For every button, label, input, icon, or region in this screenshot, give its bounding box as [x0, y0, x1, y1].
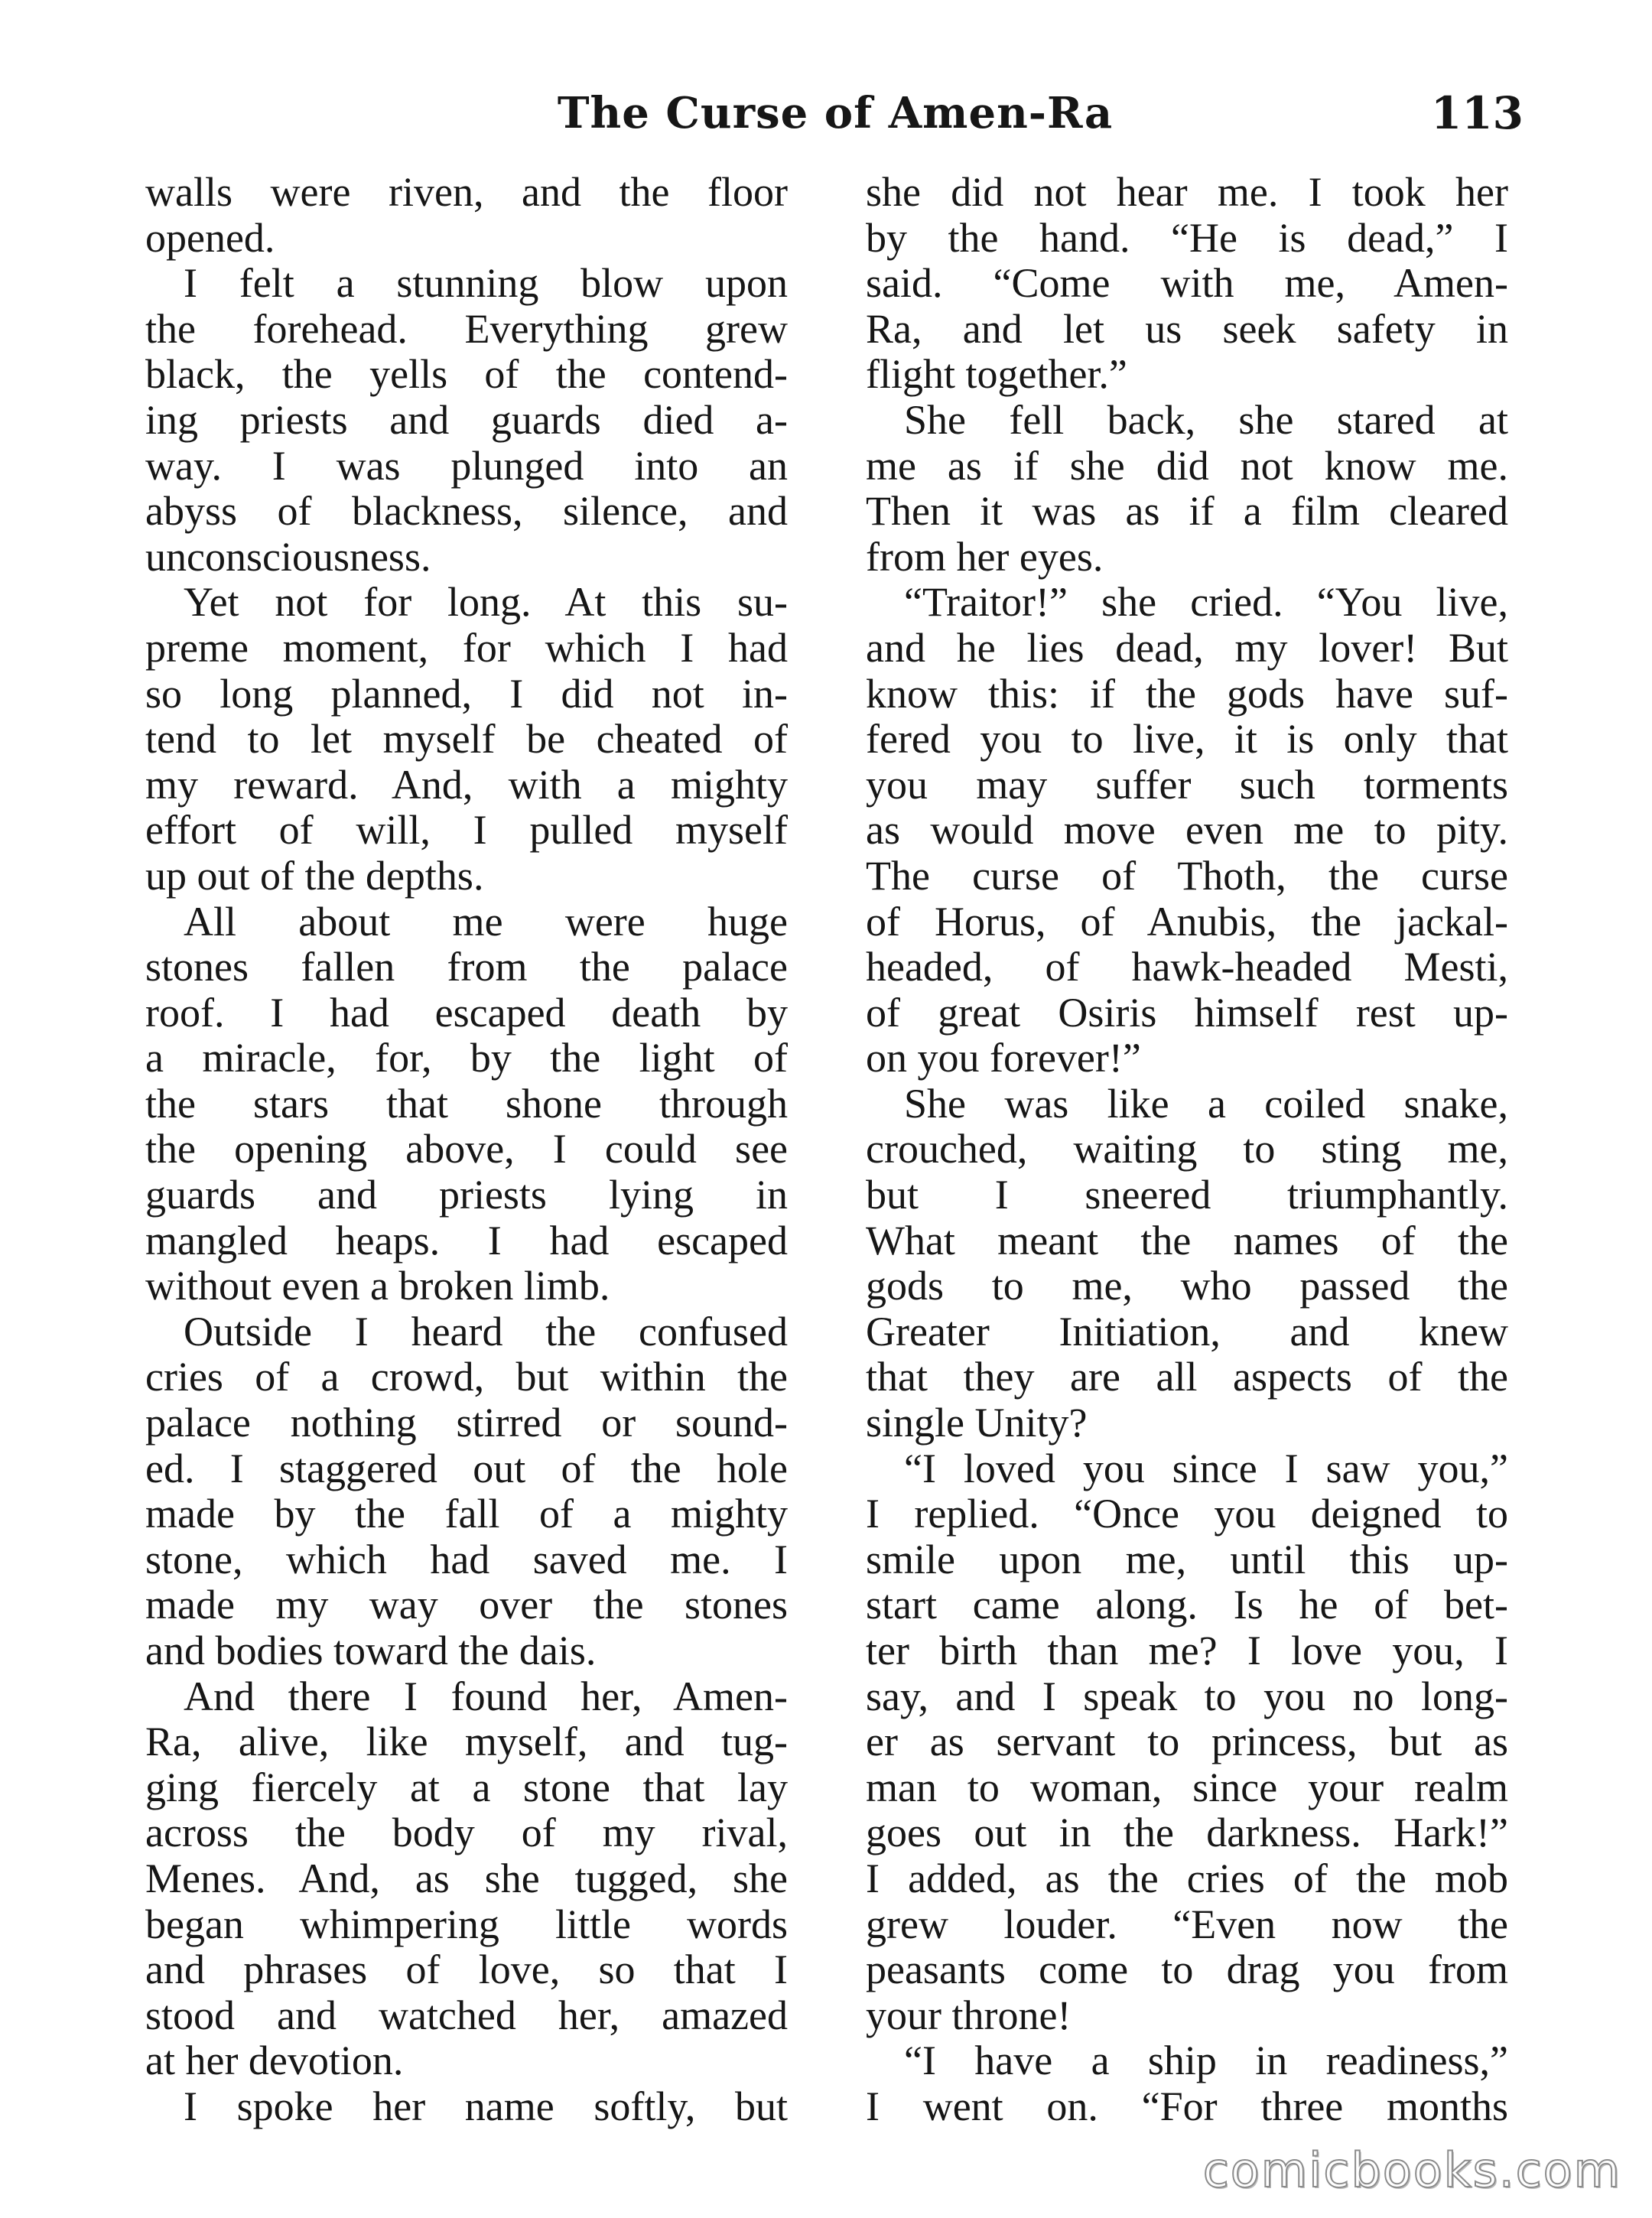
text-line: She fell back, she stared at: [904, 397, 1508, 443]
text-line: at her devotion.: [145, 2038, 404, 2084]
text-line: stood and watched her, amazed: [145, 1992, 788, 2038]
text-line: unconsciousness.: [145, 534, 431, 580]
text-line: guards and priests lying in: [145, 1172, 788, 1218]
text-line: your throne!: [866, 1992, 1072, 2038]
text-line: black, the yells of the contend-: [145, 352, 788, 398]
text-line: Ra, alive, like myself, and tug-: [145, 1719, 788, 1765]
text-line: effort of will, I pulled myself: [145, 808, 788, 854]
text-line: on you forever!”: [866, 1036, 1141, 1081]
text-line: I replied. “Once you deigned to: [866, 1491, 1508, 1537]
text-line: Ra, and let us seek safety in: [866, 306, 1508, 352]
running-head: [147, 83, 1524, 151]
text-line: I felt a stunning blow upon: [184, 261, 788, 307]
text-line: grew louder. “Even now the: [866, 1901, 1508, 1947]
text-line: said. “Come with me, Amen-: [866, 261, 1508, 307]
text-line: Outside I heard the confused: [184, 1309, 788, 1355]
text-line: mangled heaps. I had escaped: [145, 1218, 788, 1263]
text-line: the forehead. Everything grew: [145, 306, 788, 352]
text-line: began whimpering little words: [145, 1901, 788, 1947]
text-line: smile upon me, until this up-: [866, 1537, 1508, 1582]
text-line: stones fallen from the palace: [145, 945, 788, 990]
text-line: preme moment, for which I had: [145, 625, 788, 671]
text-line: by the hand. “He is dead,” I: [866, 215, 1508, 261]
text-line: my reward. And, with a mighty: [145, 762, 788, 808]
text-line: er as servant to princess, but as: [866, 1719, 1508, 1765]
text-line: up out of the depths.: [145, 853, 484, 899]
text-line: of Horus, of Anubis, the jackal-: [866, 899, 1508, 945]
text-line: the opening above, I could see: [145, 1127, 788, 1172]
text-line: she did not hear me. I took her: [866, 170, 1508, 215]
text-line: “I have a ship in readiness,”: [904, 2038, 1508, 2084]
text-line: roof. I had escaped death by: [145, 990, 788, 1036]
text-line: that they are all aspects of the: [866, 1355, 1508, 1400]
text-line: me as if she did not know me.: [866, 443, 1508, 489]
text-line: and bodies toward the dais.: [145, 1628, 597, 1673]
text-line: know this: if the gods have suf-: [866, 671, 1508, 717]
text-line: crouched, waiting to sting me,: [866, 1127, 1508, 1172]
text-line: say, and I speak to you no long-: [866, 1673, 1508, 1719]
text-line: The curse of Thoth, the curse: [866, 853, 1508, 899]
text-line: and phrases of love, so that I: [145, 1947, 788, 1993]
text-line: as would move even me to pity.: [866, 808, 1508, 854]
text-line: I added, as the cries of the mob: [866, 1855, 1508, 1901]
text-line: but I sneered triumphantly.: [866, 1172, 1508, 1218]
text-line: I spoke her name softly, but: [184, 2083, 788, 2129]
text-line: walls were riven, and the floor: [145, 170, 788, 215]
text-line: a miracle, for, by the light of: [145, 1036, 788, 1081]
right-text-column: [866, 170, 1508, 2130]
text-line: Menes. And, as she tugged, she: [145, 1855, 788, 1901]
text-line: She was like a coiled snake,: [904, 1081, 1508, 1127]
text-line: made my way over the stones: [145, 1582, 788, 1628]
text-line: ed. I staggered out of the hole: [145, 1446, 788, 1491]
text-line: peasants come to drag you from: [866, 1947, 1508, 1993]
text-line: And there I found her, Amen-: [184, 1673, 788, 1719]
text-line: headed, of hawk-headed Mesti,: [866, 945, 1508, 990]
text-line: fered you to live, it is only that: [866, 717, 1508, 763]
text-line: made by the fall of a mighty: [145, 1491, 788, 1537]
left-text-column: [145, 170, 788, 2130]
text-line: so long planned, I did not in-: [145, 671, 788, 717]
text-line: “I loved you since I saw you,”: [904, 1446, 1508, 1491]
text-line: of great Osiris himself rest up-: [866, 990, 1508, 1036]
text-line: you may suffer such torments: [866, 762, 1508, 808]
text-line: cries of a crowd, but within the: [145, 1355, 788, 1400]
text-line: palace nothing stirred or sound-: [145, 1400, 788, 1446]
text-line: single Unity?: [866, 1400, 1088, 1446]
text-line: abyss of blackness, silence, and: [145, 489, 788, 535]
text-line: across the body of my rival,: [145, 1810, 788, 1856]
text-line: ing priests and guards died a-: [145, 397, 788, 443]
text-line: Then it was as if a film cleared: [866, 489, 1508, 535]
text-line: opened.: [145, 215, 275, 261]
text-line: All about me were huge: [184, 899, 788, 945]
text-line: way. I was plunged into an: [145, 443, 788, 489]
text-line: start came along. Is he of bet-: [866, 1582, 1508, 1628]
text-line: flight together.”: [866, 352, 1127, 398]
text-line: without even a broken limb.: [145, 1263, 610, 1309]
text-line: ter birth than me? I love you, I: [866, 1628, 1508, 1673]
text-line: from her eyes.: [866, 534, 1104, 580]
page-number: 113: [1430, 87, 1524, 139]
text-line: I went on. “For three months: [866, 2083, 1508, 2129]
text-line: and he lies dead, my lover! But: [866, 625, 1508, 671]
text-line: Yet not for long. At this su-: [184, 580, 788, 626]
text-line: “Traitor!” she cried. “You live,: [904, 580, 1508, 626]
text-line: What meant the names of the: [866, 1218, 1508, 1263]
running-title: The Curse of Amen-Ra: [557, 88, 1114, 138]
text-line: tend to let myself be cheated of: [145, 717, 788, 763]
watermark: comicbooks.com: [1202, 2142, 1621, 2198]
text-line: gods to me, who passed the: [866, 1263, 1508, 1309]
text-line: stone, which had saved me. I: [145, 1537, 788, 1582]
text-line: goes out in the darkness. Hark!”: [866, 1810, 1508, 1856]
text-line: ging fiercely at a stone that lay: [145, 1764, 788, 1810]
text-line: Greater Initiation, and knew: [866, 1309, 1508, 1355]
text-line: the stars that shone through: [145, 1081, 788, 1127]
text-line: man to woman, since your realm: [866, 1764, 1508, 1810]
